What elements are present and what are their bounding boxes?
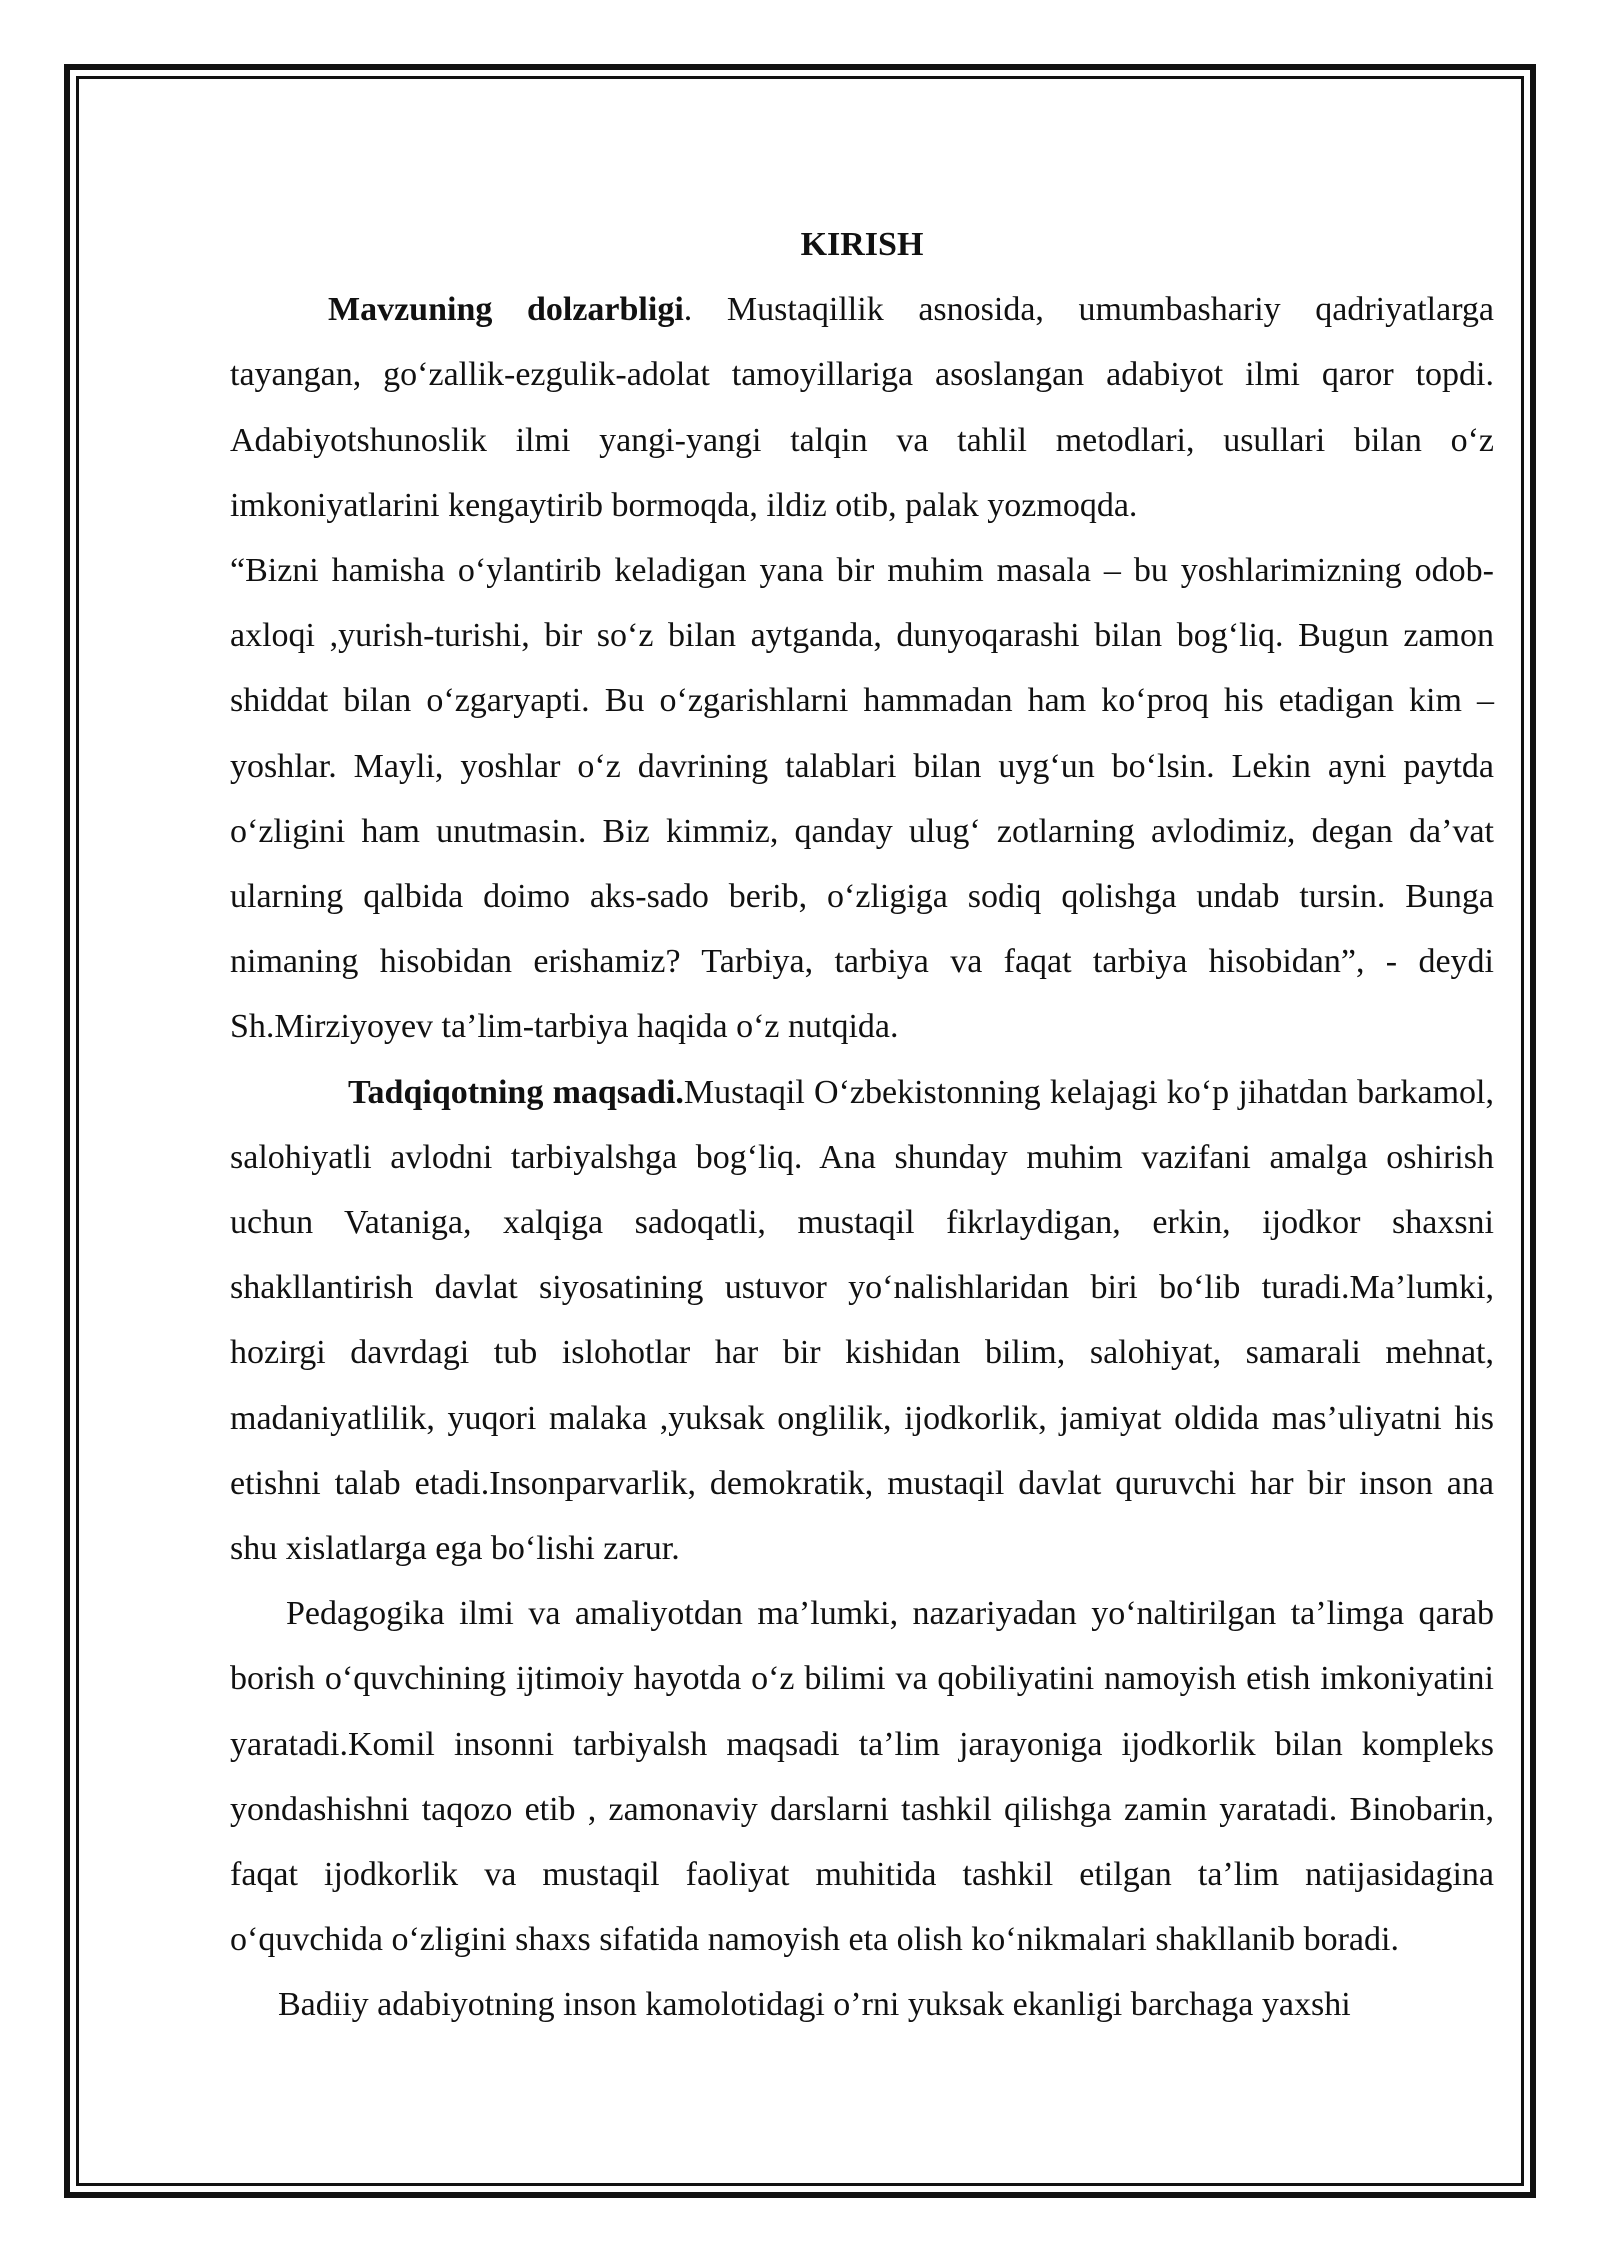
document-body (230, 212, 1494, 2038)
document-title: KIRISH (800, 226, 924, 263)
paragraph-text: Mustaqil O‘zbekistonning kelajagi ko‘p jihatdan barkamol, salohiyatli avlodni tarbiyalshga bog‘liq. Ana shunday muhim vazifani amalga oshirish uchun Vataniga, xalqiga sadoqatli, mustaqil fikrlaydigan, erkin, ijodkor shaxsni shakllantirish davlat siyosatining ustuvor yo‘nalishlaridan biri bo‘lib turadi.Ma’lumki, hozirgi davrdagi tub islohotlar har bir kishidan bilim, salohiyat, samarali mehnat, madaniyatlilik, yuqori malaka ,yuksak onglilik, ijodkorlik, jamiyat oldida mas’uliyatni his etishni talab etadi.Insonparvarlik, demokratik, mustaqil davlat quruvchi har bir inson ana shu xislatlarga ega bo‘lishi zarur. (230, 1073, 1494, 1568)
paragraph-pedagogy: Pedagogika ilmi va amaliyotdan ma’lumki, nazariyadan yo‘naltirilgan ta’limga qarab borish o‘quvchining ijtimoiy hayotda o‘z bilimi va qobiliyatini namoyish etish imkoniyatini yaratadi.Komil insonni tarbiyalsh maqsadi ta’lim jarayoniga ijodkorlik bilan kompleks yondashishni taqozo etib , zamonaviy darslarni tashkil qilishga zamin yaratadi. Binobarin, faqat ijodkorlik va mustaqil faoliyat muhitida tashkil etilgan ta’lim natijasidagina o‘quvchida o‘zligini shaxs sifatida namoyish eta olish ko‘nikmalari shakllanib boradi. (230, 1595, 1494, 1959)
paragraph-research-goal (230, 1060, 1494, 1582)
paragraph-text: . Mustaqillik asnosida, umumbashariy qadriyatlarga tayangan, go‘zallik-ezgulik-adolat tamoyillariga asoslangan adabiyot ilmi qaror topdi. Adabiyotshunoslik ilmi yangi-yangi talqin va tahlil metodlari, usullari bilan o‘z imkoniyatlarini kengaytirib bormoqda, ildiz otib, palak yozmoqda. (230, 291, 1495, 524)
paragraph-quote: “Bizni hamisha o‘ylantirib keladigan yana bir muhim masala – bu yoshlarimizning odob-axloqi ,yurish-turishi, bir so‘z bilan aytganda, dunyoqarashi bilan bog‘liq. Bugun zamon shiddat bilan o‘zgaryapti. Bu o‘zgarishlarni hammadan ham ko‘proq his etadigan kim – yoshlar. Mayli, yoshlar o‘z davrining talablari bilan uyg‘un bo‘lsin. Lekin ayni paytda o‘zligini ham unutmasin. Biz kimmiz, qanday ulug‘ zotlarning avlodimiz, degan da’vat ularning qalbida doimo aks-sado berib, o‘zligiga sodiq qolishga undab tursin. Bunga nimaning hisobidan erishamiz? Tarbiya, tarbiya va faqat tarbiya hisobidan”, - deydi Sh.Mirziyoyev ta’lim-tarbiya haqida o‘z nutqida. (230, 552, 1494, 1046)
paragraph-relevance (230, 277, 1494, 538)
paragraph-heading: Mavzuning dolzarbligi (328, 291, 684, 329)
paragraph-heading: Tadqiqotning maqsadi. (348, 1073, 684, 1111)
paragraph-literature: Badiiy adabiyotning inson kamolotidagi o’rni yuksak ekanligi barchaga yaxshi (278, 1986, 1351, 2024)
